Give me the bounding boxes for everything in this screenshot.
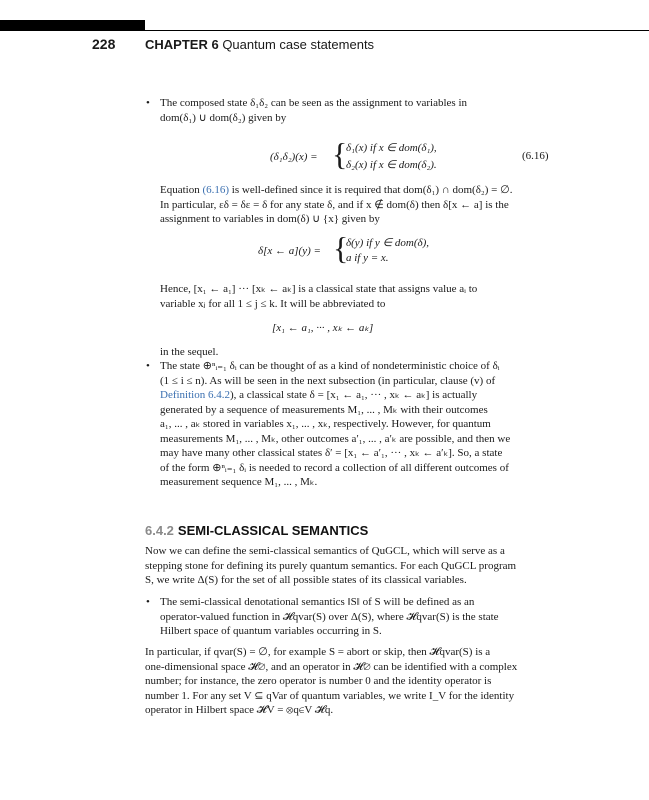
chapter-title: Quantum case statements xyxy=(222,37,375,52)
para2-line2: one-dimensional space 𝓗∅, and an operator in 𝓗∅ can be identified with a complex xyxy=(145,660,518,673)
item1-para-line1 xyxy=(160,183,540,198)
section-title: SEMI-CLASSICAL SEMANTICS xyxy=(177,523,369,538)
item2-line3-rest: ), a classical state δ = [x₁ ← a₁, ··· , xₖ ← aₖ] is actually xyxy=(229,389,478,401)
eq3: [x₁ ← a₁, ··· , xₖ ← aₖ] xyxy=(272,322,374,334)
header-rule-bar xyxy=(0,20,145,31)
item2-text xyxy=(160,359,540,490)
hence-line1: Hence, [x₁ ← a₁] ··· [xₖ ← aₖ] is a classical state that assigns value aᵢ to xyxy=(160,283,478,295)
item2-line7: may have many other classical states δ′ = [x₁ ← a′₁, ··· , xₖ ← a′ₖ]. So, a state xyxy=(160,447,503,459)
definition-6-4-2-link[interactable]: Definition 6.4.2 xyxy=(160,389,230,401)
hence-line2: variable xⱼ for all 1 ≤ j ≤ k. It will be abbreviated to xyxy=(160,297,386,310)
item2-line1: The state ⊕ⁿᵢ₌₁ δᵢ can be thought of as a kind of nondeterministic choice of δᵢ xyxy=(160,360,500,372)
para1-line1: Now we can define the semi-classical semantics of QuGCL, which will serve as a xyxy=(145,545,505,557)
item1-para-line2: In particular, εδ = δε = δ for any state δ, and if x ∉ dom(δ) then δ[x ← a] is the xyxy=(160,198,509,211)
item2-line3 xyxy=(160,388,540,403)
running-header xyxy=(145,37,374,52)
bullet-3: • xyxy=(146,596,150,608)
item1-line1: The composed state δ₁δ₂ can be seen as the assignment to variables in xyxy=(160,97,468,109)
para-b: is well-defined since it is required that dom(δ₁) ∩ dom(δ₂) = ∅. xyxy=(231,184,513,196)
para1-line2: stepping stone for defining its purely quantum semantics. For each QuGCL program xyxy=(145,559,517,572)
section-para2 xyxy=(145,645,550,718)
eq-6-16-case2: δ₂(x) if x ∈ dom(δ₂). xyxy=(346,159,437,171)
item2-line2: (1 ≤ i ≤ n). As will be seen in the next subsection (in particular, clause (v) of xyxy=(160,374,496,387)
bullet-2: • xyxy=(146,360,150,372)
item1-line2: dom(δ₁) ∪ dom(δ₂) given by xyxy=(160,111,287,124)
section-number: 6.4.2 xyxy=(145,523,174,538)
para1-line3: S, we write Δ(S) for the set of all possible states of its classical variables. xyxy=(145,574,467,586)
section-para1 xyxy=(145,544,550,588)
item3-line2: operator-valued function in 𝓗qvar(S) over Δ(S), where 𝓗qvar(S) is the state xyxy=(160,610,499,623)
para2-line3: number; for instance, the zero operator is number 0 and the identity operator is xyxy=(145,675,492,687)
item3-line1: The semi-classical denotational semantics ‖S‖ of S will be defined as an xyxy=(160,596,475,608)
chapter-label: CHAPTER 6 xyxy=(145,37,219,52)
item1-intro xyxy=(160,96,540,125)
eq2-case2: a if y = x. xyxy=(346,252,389,264)
eq-6-16-brace: { xyxy=(332,136,348,172)
bullet-1: • xyxy=(146,97,150,109)
item1-hence xyxy=(160,282,540,311)
eq2-lhs: δ[x ← a](y) = xyxy=(258,245,321,257)
section-heading xyxy=(145,522,368,540)
eq2-case1: δ(y) if y ∈ dom(δ), xyxy=(346,237,430,249)
para-a: Equation xyxy=(160,184,200,196)
para2-line1: In particular, if qvar(S) = ∅, for example S = abort or skip, then 𝓗qvar(S) is a xyxy=(145,646,491,658)
header-rule-line xyxy=(145,30,649,31)
eq-6-16-link[interactable]: (6.16) xyxy=(202,184,230,196)
item1-para xyxy=(160,183,540,227)
eq2-brace: { xyxy=(333,230,349,266)
item3-text xyxy=(160,595,540,639)
eq-6-16-case1: δ₁(x) if x ∈ dom(δ₁), xyxy=(346,142,437,154)
para2-line5: operator in Hilbert space 𝓗V = ⊗q∈V 𝓗q. xyxy=(145,704,334,716)
item2-line4: generated by a sequence of measurements M₁, ... , Mₖ with their outcomes xyxy=(160,403,488,416)
item2-line8: of the form ⊕ⁿᵢ₌₁ δᵢ is needed to record a collection of all different outcomes of xyxy=(160,461,509,474)
eq-number-6-16: (6.16) xyxy=(522,150,549,162)
page-number: 228 xyxy=(92,36,116,52)
item2-line5: a₁, ... , aₖ stored in variables x₁, ... , xₖ, respectively. However, for quantum xyxy=(160,418,491,430)
item3-line3: Hilbert space of quantum variables occurring in S. xyxy=(160,625,382,637)
item2-line6: measurements M₁, ... , Mₖ, other outcomes a′₁, ... , a′ₖ are possible, and then we xyxy=(160,432,511,445)
item1-sequel: in the sequel. xyxy=(160,346,219,358)
item1-para-line3: assignment to variables in dom(δ) ∪ {x} given by xyxy=(160,213,380,225)
eq-6-16-lhs: (δ₁δ₂)(x) = xyxy=(270,151,318,163)
item2-line9: measurement sequence M₁, ... , Mₖ. xyxy=(160,476,318,488)
para2-line4: number 1. For any set V ⊆ qVar of quantum variables, we write I_V for the identity xyxy=(145,689,515,702)
